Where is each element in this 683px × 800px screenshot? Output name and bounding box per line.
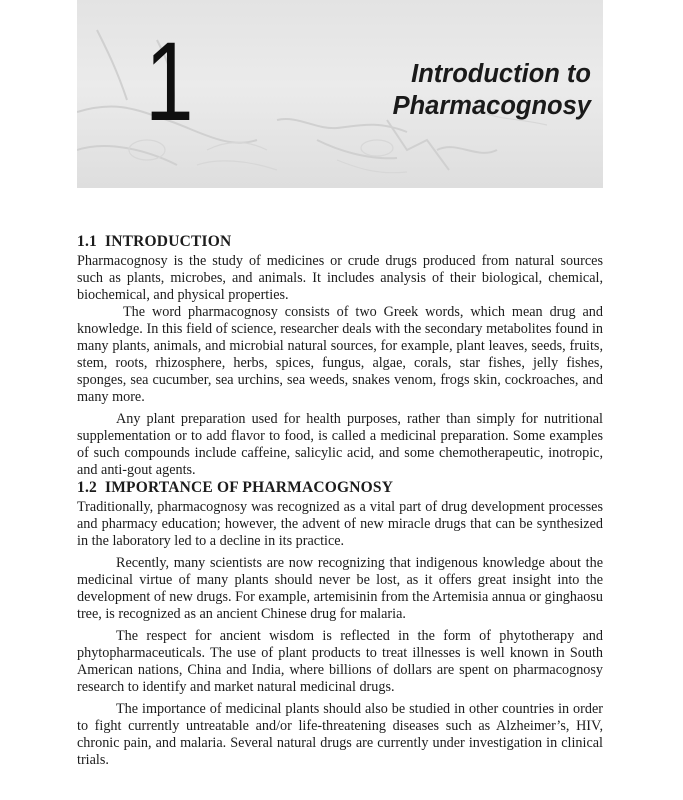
section-title: IMPORTANCE OF PHARMACOGNOSY [104,479,394,496]
section-heading-importance [77,479,603,499]
paragraph: The word pharmacognosy consists of two Greek words, which mean drug and knowledge. In this field of science, researcher deals with the secondary metabolites found in many plants, animals, and microbial natural sources, for example, plant leaves, seeds, fruits, stem, roots, rhizosphere, herbs, spices, fungus, algae, corals, star fishes, jelly fishes, sponges, sea cucumber, sea urchins, sea weeds, snakes venom, frogs skin, cockroaches, and many more. [77,304,603,405]
paragraph: Recently, many scientists are now recognizing that indigenous knowledge about the medicinal virtue of many plants should never be lost, as it offers great insight into the development of new drugs. For example, artemisinin from the Artemisia annua or ginghaosu tree, is recognized as an ancient Chinese drug for malaria. [77,555,603,622]
chapter-title [291,58,591,122]
chapter-title-line2: Pharmacognosy [392,92,591,120]
section-heading-introduction [77,231,603,253]
chapter-title-line1: Introduction to [411,60,591,88]
paragraph: Pharmacognosy is the study of medicines or crude drugs produced from natural sources such as plants, microbes, and animals. It includes analysis of their biological, chemical, biochemical, and physical properties. [77,253,603,303]
section-number: 1.1 [77,233,97,250]
paragraph: Traditionally, pharmacognosy was recognized as a vital part of drug development processes and pharmacy education; however, the advent of new miracle drugs that can be synthesized in the laboratory led to a decline in its practice. [77,499,603,549]
section-title: INTRODUCTION [104,233,232,250]
paragraph: The respect for ancient wisdom is reflected in the form of phytotherapy and phytopharmaceuticals. The use of plant products to treat illnesses is well known in South American nations, China and India, where billions of dollars are spent on pharmacognosy research to identify and market natural medicinal drugs. [77,628,603,695]
chapter-number: 1 [145,19,194,144]
paragraph: Any plant preparation used for health purposes, rather than simply for nutritional supplementation or to add flavor to food, is called a medicinal preparation. Some examples of such compounds include caffeine, salicylic acid, and some chemotherapeutic, inotropic, and anti-gout agents. [77,411,603,478]
chapter-banner [77,0,603,188]
chapter-content [77,231,603,769]
section-number: 1.2 [77,479,97,496]
paragraph: The importance of medicinal plants should also be studied in other countries in order to fight currently untreatable and/or life-threatening diseases such as Alzheimer’s, HIV, chronic pain, and malaria. Several natural drugs are currently under investigation in clinical trials. [77,701,603,768]
